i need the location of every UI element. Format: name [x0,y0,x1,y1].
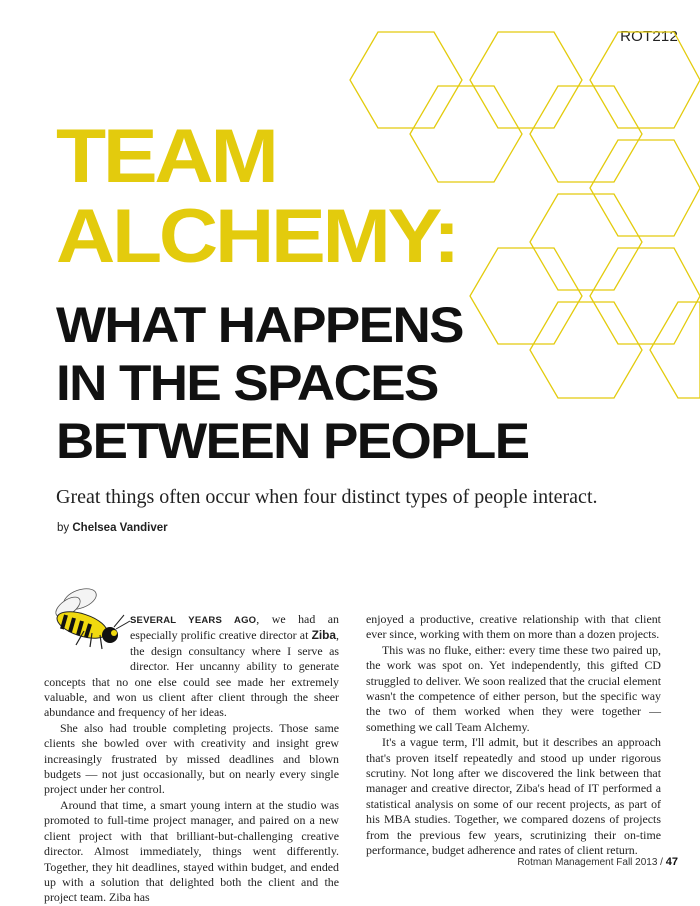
hexagon [590,140,700,236]
subheadline-line-3: BETWEEN PEOPLE [56,413,529,469]
page-number: 47 [665,856,678,868]
hexagon [470,248,582,344]
hexagon [350,32,462,128]
hexagon [650,302,700,398]
paragraph-5: This was no fluke, either: every time these two paired up, the work was spot on. Yet independently, this gifted CD struggled to deliver. We soon realized that the crucial element wasn't the competence of either person, but the specific way the two of them worked when they were together — something we call Team Alchemy. [366,642,661,734]
hexagon [590,32,700,128]
hexagon [590,248,700,344]
body-column-1 [44,612,339,906]
subheadline-line-1: WHAT HAPPENS [56,297,463,353]
firm-name: Ziba [311,628,337,643]
paragraph-4: enjoyed a productive, creative relationship with that client ever since, working with them on more than a dozen projects. [366,612,661,642]
paragraph-1: SEVERAL YEARS AGO, we had an especially prolific creative director at Ziba, the design consultancy where I serve as director. Her uncanny ability to generate concepts that no one else could see made her extremely valuable, and won us client after client through the sheer abundance and frequency of her ideas. [44,612,339,720]
body-column-2 [366,612,661,859]
hexagon [410,86,522,182]
byline-author: Chelsea Vandiver [72,522,168,534]
paragraph-2: She also had trouble completing projects. Those same clients she bowled over with creativity and insight grew increasingly frustrated by missed deadlines and blown budgets — not just occasionally, but on nearly every single project under her control. [44,720,339,797]
lead-in: SEVERAL YEARS AGO [130,615,257,626]
page-footer [517,856,678,868]
paragraph-6: It's a vague term, I'll admit, but it describes an approach that's proven itself repeatedly and stood up under rigorous scrutiny. Not long after we discovered the link between that manager and creative director, Ziba's head of IT performed a statistical analysis on some of our recent projects, as part of his MBA studies. Together, we compared dozens of projects from the previous few years, scrutinizing their on-time performance, budget adherence and rates of client return. [366,735,661,858]
byline-prefix: by [57,522,70,534]
illustration-space [44,612,130,672]
dek: Great things often occur when four distinct types of people interact. [56,486,598,508]
footer-source: Rotman Management Fall 2013 / [517,857,663,868]
headline-line-1: TEAM [56,114,276,199]
hexagon [530,194,642,290]
hexagon [470,32,582,128]
byline [57,522,168,534]
hexagon [530,86,642,182]
page-code: ROT212 [620,28,678,45]
paragraph-3: Around that time, a smart young intern at the studio was promoted to full-time project manager, and paired on a new client project with that brilliant-but-challenging creative director. Almost immediately, things went differently. Together, they hit deadlines, stayed within budget, and ended up with a solution that delighted both the client and the project team. Ziba has [44,797,339,905]
subheadline-line-2: IN THE SPACES [56,355,438,411]
headline-line-2: ALCHEMY: [56,194,458,279]
hexagon [530,302,642,398]
